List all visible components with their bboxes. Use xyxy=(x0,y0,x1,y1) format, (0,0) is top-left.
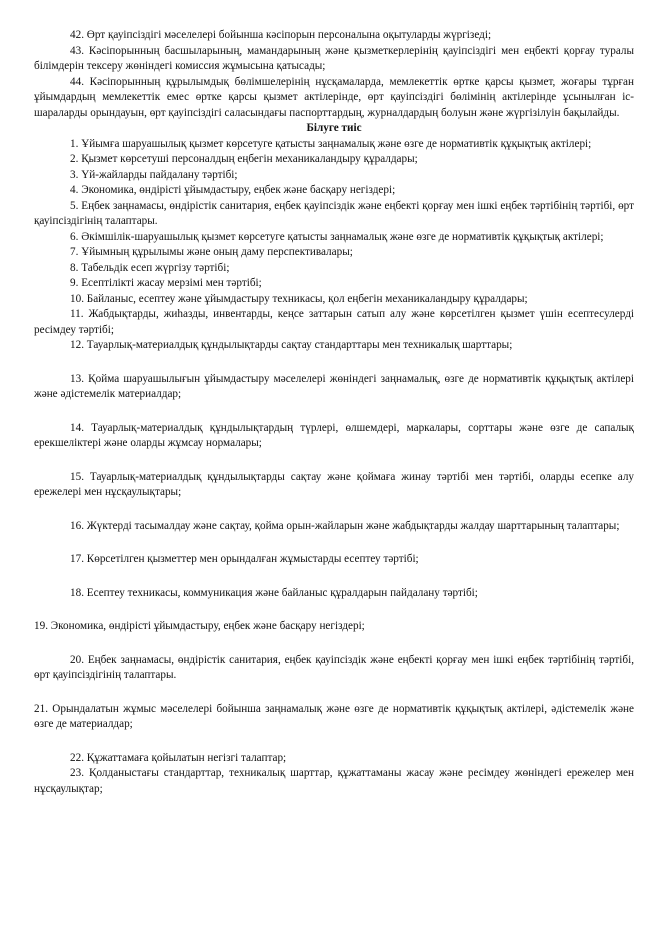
list-item-17: 17. Көрсетілген қызметтер мен орындалған жұмыстарды есептеу тәртібі; xyxy=(70,553,419,565)
list-item-14: 14. Тауарлық-материалдық құндылықтардың түрлері, өлшемдері, маркалары, сорттары және өзге де сапалық ерекшеліктері және оларды жұмсау нормалары; xyxy=(34,421,634,449)
paragraph-44: 44. Кәсіпорынның құрылымдық бөлімшелерінің нұсқамаларда, мемлекеттік өртке қарсы қызмет, жоғары тұрған ұйымдардың мемлекеттік емес өртке қарсы қызмет актілерінде, өрт қауіпсіздігі бөлімінің актілерінде ұсынылған іс-шараларды орындауын, өрт қауіпсіздігі саласындағы паспорттардың, журналдардың болуын және жүргізілуін бақылайды. xyxy=(34,75,634,119)
list-item-4: 4. Экономика, өндірісті ұйымдастыру, еңбек және басқару негіздері; xyxy=(70,184,396,196)
list-item-5: 5. Еңбек заңнамасы, өндірістік санитария, еңбек қауіпсіздік және еңбекті қорғау мен ішкі еңбек тәртібінің тәртібі, өрт қауіпсіздігінің талаптары. xyxy=(34,199,634,227)
list-item-1: 1. Ұйымға шаруашылық қызмет көрсетуге қатысты заңнамалық және өзге де нормативтік құқықтық актілері; xyxy=(70,137,592,150)
list-item-12: 12. Тауарлық-материалдық құндылықтарды сақтау стандарттары мен техникалық шарттары; xyxy=(70,339,513,351)
list-item-20: 20. Еңбек заңнамасы, өндірістік санитария, еңбек қауіпсіздік және еңбекті қорғау мен ішкі еңбек тәртібінің тәртібі, өрт қауіпсіздігінің талаптары. xyxy=(34,653,634,681)
list-item-2: 2. Қызмет көрсетуші персоналдың еңбегін механикаландыру құралдары; xyxy=(70,153,418,165)
list-item-22: 22. Құжаттамаға қойылатын негізгі талаптар; xyxy=(70,751,287,764)
list-item-6: 6. Әкімшілік-шаруашылық қызмет көрсетуге қатысты заңнамалық және өзге де нормативтік құқықтық актілері; xyxy=(70,230,604,243)
section-heading: Білуге тиіс xyxy=(306,122,362,134)
list-item-7: 7. Ұйымның құрылымы және оның даму перспективалары; xyxy=(70,246,353,258)
list-item-19: 19. Экономика, өндірісті ұйымдастыру, еңбек және басқару негіздері; xyxy=(34,620,365,632)
list-item-16: 16. Жүктерді тасымалдау және сақтау, қойма орын-жайларын және жабдықтарды жалдау шарттарының талаптары; xyxy=(70,519,620,532)
list-item-3: 3. Үй-жайларды пайдалану тәртібі; xyxy=(70,168,238,181)
list-item-11: 11. Жабдықтарды, жиһазды, инвентарды, кеңсе заттарын сатып алу және көрсетілген қызмет үшін есептесулерді ресімдеу тәртібі; xyxy=(34,308,634,336)
list-item-21: 21. Орындалатын жұмыс мәселелері бойынша заңнамалық және өзге де нормативтік құқықтық актілері, әдістемелік және өзге де материалдар; xyxy=(34,702,634,730)
list-item-15: 15. Тауарлық-материалдық құндылықтарды сақтау және қоймаға жинау тәртібі мен тәртібі, оларды есепке алу ережелері мен нұсқаулықтары; xyxy=(34,470,634,498)
list-item-9: 9. Есептілікті жасау мерзімі мен тәртібі; xyxy=(70,277,262,289)
list-item-8: 8. Табельдік есеп жүргізу тәртібі; xyxy=(70,261,230,274)
paragraph-42: 42. Өрт қауіпсіздігі мәселелері бойынша кәсіпорын персоналына оқытуларды жүргізеді; xyxy=(70,29,492,41)
paragraph-43: 43. Кәсіпорынның басшыларының, мамандарының және қызметкерлерінің қауіпсіздігі мен еңбекті қорғау туралы білімдерін тексеру жөніндегі комиссия жұмысына қатысады; xyxy=(34,44,634,72)
list-item-23: 23. Қолданыстағы стандарттар, техникалық шарттар, құжаттаманы жасау және ресімдеу жөніндегі ережелер мен нұсқаулықтар; xyxy=(34,767,634,795)
list-item-10: 10. Байланыс, есептеу және ұйымдастыру техникасы, қол еңбегін механикаландыру құралдары; xyxy=(70,292,528,305)
list-item-18: 18. Есептеу техникасы, коммуникация және байланыс құралдарын пайдалану тәртібі; xyxy=(70,586,478,599)
list-item-13: 13. Қойма шаруашылығын ұйымдастыру мәселелері жөніндегі заңнамалық, өзге де нормативтік құқықтық актілері және әдістемелік материалдар; xyxy=(34,372,634,400)
